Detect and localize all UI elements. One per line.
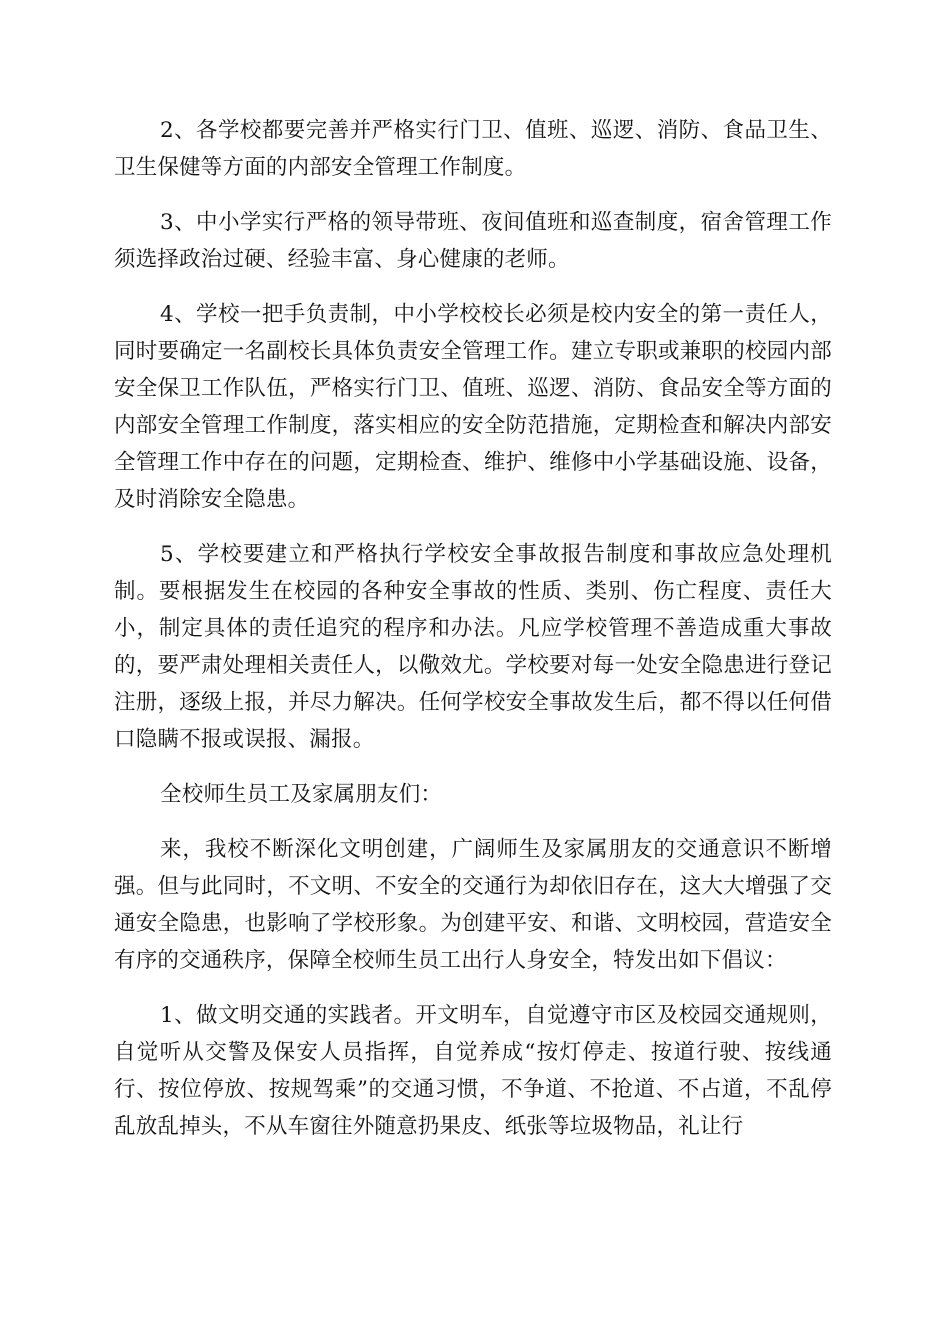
proposal-intro-paragraph: 来，我校不断深化文明创建，广阔师生及家属朋友的交通意识不断增强。但与此同时，不文明、不安全的交通行为却依旧存在，这大大增强了交通安全隐患，也影响了学校形象。为创建平安、和谐、文明校园，营造安全有序的交通秩序，保障全校师生员工出行人身安全，特发出如下倡议： [114, 837, 832, 973]
document-body [114, 112, 832, 1163]
proposal-item-1: 1、做文明交通的实践者。开文明车，自觉遵守市区及校园交通规则，自觉听从交警及保安人员指挥，自觉养成“按灯停走、按道行驶、按线通行、按位停放、按规驾乘”的交通习惯，不争道、不抢道、不占道，不乱停乱放乱掉头，不从车窗往外随意扔果皮、纸张等垃圾物品，礼让行 [114, 1003, 832, 1139]
paragraph-item-3: 3、中小学实行严格的领导带班、夜间值班和巡查制度，宿舍管理工作须选择政治过硬、经验丰富、身心健康的老师。 [114, 210, 832, 272]
paragraph-item-4: 4、学校一把手负责制，中小学校校长必须是校内安全的第一责任人，同时要确定一名副校长具体负责安全管理工作。建立专职或兼职的校园内部安全保卫工作队伍，严格实行门卫、值班、巡逻、消防、食品安全等方面的内部安全管理工作制度，落实相应的安全防范措施，定期检查和解决内部安全管理工作中存在的问题，定期检查、维护、维修中小学基础设施、设备，及时消除安全隐患。 [114, 302, 832, 512]
greeting-line: 全校师生员工及家属朋友们： [160, 782, 443, 807]
paragraph-item-5: 5、学校要建立和严格执行学校安全事故报告制度和事故应急处理机制。要根据发生在校园的各种安全事故的性质、类别、伤亡程度、责任大小，制定具体的责任追究的程序和办法。凡应学校管理不善造成重大事故的，要严肃处理相关责任人，以儆效尤。学校要对每一处安全隐患进行登记注册，逐级上报，并尽力解决。任何学校安全事故发生后，都不得以任何借口隐瞒不报或误报、漏报。 [114, 542, 832, 752]
paragraph-item-2: 2、各学校都要完善并严格实行门卫、值班、巡逻、消防、食品卫生、卫生保健等方面的内部安全管理工作制度。 [114, 118, 832, 180]
